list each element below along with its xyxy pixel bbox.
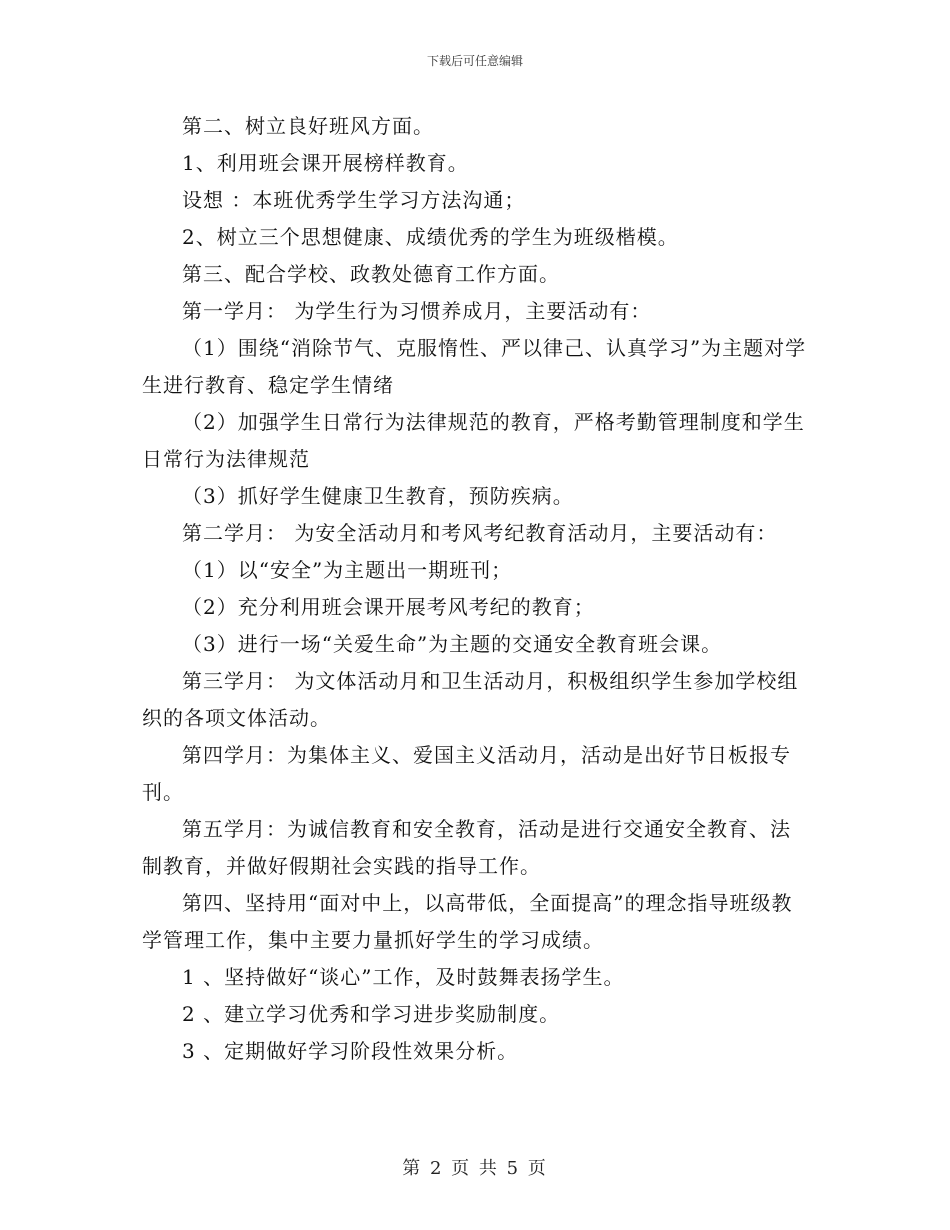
paragraph: 第二学月： 为安全活动月和考风考纪教育活动月，主要活动有：	[182, 521, 778, 545]
paragraph: （2）加强学生日常行为法律规范的教育，严格考勤管理制度和学生日常行为法律规范	[142, 410, 805, 471]
document-body	[142, 108, 810, 1070]
paragraph: （2）充分利用班会课开展考风考纪的教育；	[182, 595, 595, 619]
paragraph: 第二、树立良好班风方面。	[182, 114, 434, 138]
paragraph: 第四、坚持用“面对中上，以高带低，全面提高”的理念指导班级教学管理工作，集中主要力量抓好学生的学习成绩。	[142, 891, 793, 952]
paragraph: （3）抓好学生健康卫生教育，预防疾病。	[182, 484, 574, 508]
paragraph: 第四学月：为集体主义、爱国主义活动月，活动是出好节日板报专刊。	[142, 743, 791, 804]
paragraph: 2 、建立学习优秀和学习进步奖励制度。	[182, 1002, 561, 1026]
paragraph: （1）以“安全”为主题出一期班刊；	[182, 558, 513, 582]
paragraph: 第三、配合学校、政教处德育工作方面。	[182, 262, 560, 286]
page-number-footer: 第 2 页 共 5 页	[402, 1158, 548, 1179]
paragraph: 设想 ：本班优秀学生学习方法沟通；	[182, 188, 526, 212]
paragraph: 2、树立三个思想健康、成绩优秀的学生为班级楷模。	[182, 225, 679, 249]
paragraph: 1、利用班会课开展榜样教育。	[182, 151, 469, 175]
paragraph: 1 、坚持做好“谈心”工作，及时鼓舞表扬学生。	[182, 965, 625, 989]
page-header-note: 下载后可任意编辑	[426, 54, 523, 68]
paragraph: （1）围绕“消除节气、克服惰性、严以律己、认真学习”为主题对学生进行教育、稳定学生情绪	[142, 336, 807, 397]
paragraph: （3）进行一场“关爱生命”为主题的交通安全教育班会课。	[182, 632, 723, 656]
paragraph: 第五学月：为诚信教育和安全教育，活动是进行交通安全教育、法制教育，并做好假期社会实践的指导工作。	[142, 817, 791, 878]
paragraph: 第一学月： 为学生行为习惯养成月，主要活动有：	[182, 299, 652, 323]
paragraph: 3 、定期做好学习阶段性效果分析。	[182, 1039, 519, 1063]
paragraph: 第三学月： 为文体活动月和卫生活动月，积极组织学生参加学校组织的各项文体活动。	[142, 669, 799, 730]
